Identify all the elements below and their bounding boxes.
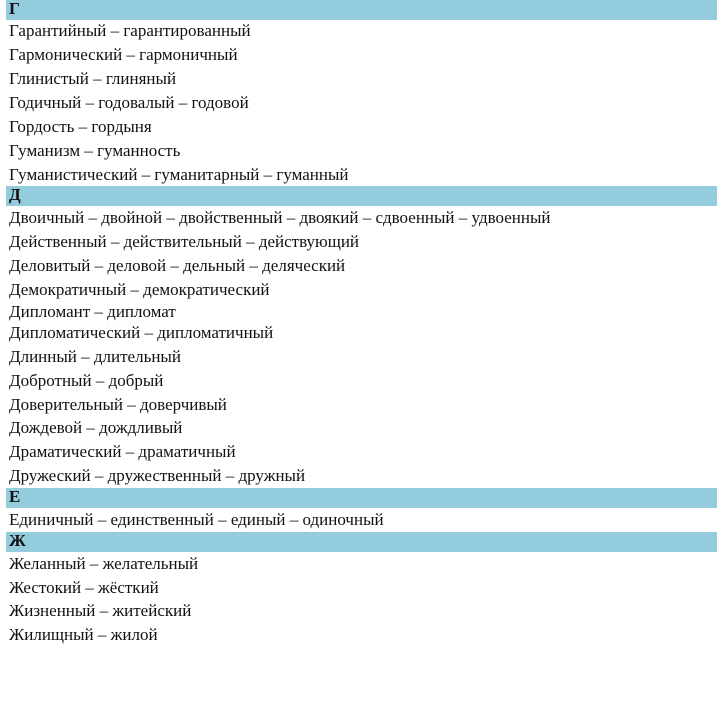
entry: Гуманистический – гуманитарный – гуманный (9, 165, 349, 184)
entry: Желанный – желательный (9, 554, 199, 573)
entry: Глинистый – глиняный (9, 69, 177, 88)
entry: Дождевой – дождливый (9, 418, 183, 437)
entry: Гармонический – гармоничный (9, 45, 238, 64)
entry: Доверительный – доверчивый (9, 395, 227, 414)
entry: Дипломант – дипломат (9, 302, 176, 321)
section-header-d (6, 186, 717, 206)
entry: Действенный – действительный – действующий (9, 232, 360, 251)
entry: Драматический – драматичный (9, 442, 236, 461)
entry: Жизненный – житейский (9, 601, 192, 620)
entry: Двоичный – двойной – двойственный – двоякий – сдвоенный – удвоенный (9, 208, 551, 227)
entry: Длинный – длительный (9, 347, 181, 366)
section-letter: Е (9, 487, 21, 506)
section-letter: Д (9, 185, 21, 204)
entry: Жестокий – жёсткий (9, 578, 159, 597)
section-header-zh (6, 532, 717, 552)
section-header-e (6, 488, 717, 508)
section-letter: Г (9, 0, 20, 18)
entry: Дружеский – дружественный – дружный (9, 466, 306, 485)
entry: Единичный – единственный – единый – одиночный (9, 510, 384, 529)
entry: Дипломатический – дипломатичный (9, 323, 274, 342)
entry: Годичный – годовалый – годовой (9, 93, 249, 112)
entry: Демократичный – демократический (9, 280, 270, 299)
entry: Гарантийный – гарантированный (9, 21, 251, 40)
entry: Деловитый – деловой – дельный – деляческий (9, 256, 346, 275)
section-letter: Ж (9, 531, 26, 550)
entry: Жилищный – жилой (9, 625, 158, 644)
section-header-g (6, 0, 717, 20)
entry: Добротный – добрый (9, 371, 164, 390)
entry: Гордость – гордыня (9, 117, 152, 136)
entry: Гуманизм – гуманность (9, 141, 181, 160)
